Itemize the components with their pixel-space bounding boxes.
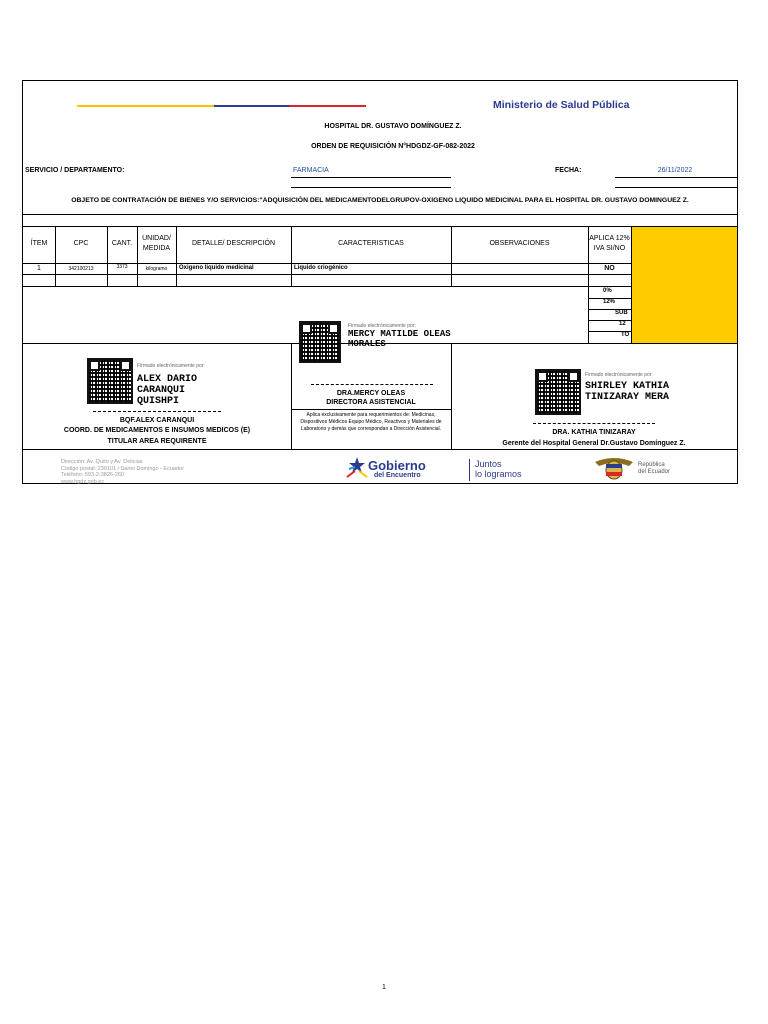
total-12: 12% [603, 299, 616, 305]
row-unit: kilogramo [145, 266, 168, 272]
right-name: DRA. KATHIA TINIZARAY [552, 429, 636, 436]
order-title: ORDEN DE REQUISICIÓN N°HDGDZ-GF-082-2022 [311, 143, 475, 150]
center-name: DRA.MERCY OLEAS [336, 390, 406, 397]
row-cpc: 342100213 [68, 266, 94, 272]
total-total: TO [621, 332, 630, 338]
ecuador-coat-of-arms-icon [593, 456, 635, 480]
republic-1: República [638, 462, 665, 468]
center-signer-name: MERCY MATILDE OLEAS MORALES [348, 329, 451, 349]
object-text: OBJETO DE CONTRATACIÓN DE BIENES Y/O SERVICIOS:"ADQUISICIÓN DEL MEDICAMENTODELGRUPOV-OXIGENO LIQUIDO MEDICINAL PARA EL HOSPITAL DR. GUSTAVO DOMINGUEZ Z. [71, 197, 689, 204]
flag-line-yellow [77, 105, 214, 107]
row-item: 1 [37, 265, 41, 272]
slogan-1: Juntos [475, 459, 502, 469]
date-value: 26/11/2022 [657, 167, 693, 174]
gov-name-1: Gobierno [368, 458, 426, 473]
center-note: Aplica exclusivamente para requerimientos de: Medicinas, Dispositivos Médicos Equipo Médico, Reactivos y Materiales de Laboratorio y demás que correspondan a Dirección Asistencial. [300, 412, 442, 432]
footer-address-3: Teléfono: 593-2-3826-260 [61, 472, 124, 478]
left-signer-1: ALEX DARIO [137, 374, 198, 385]
header-iva-1: APLICA 12% [589, 235, 630, 242]
header-cpc: CPC [73, 240, 89, 247]
right-signed-caption: Firmado electrónicamente por: [585, 372, 653, 378]
gov-name-2: del Encuentro [374, 472, 421, 479]
row-iva: NO [604, 265, 615, 272]
page-number: 1 [382, 984, 386, 991]
qr-code-left [87, 358, 133, 404]
slogan-2: lo logramos [475, 469, 522, 479]
service-label: SERVICIO / DEPARTAMENTO: [25, 167, 125, 174]
left-name: BQF.ALEX CARANQUI [119, 417, 195, 424]
row-cant: 3373 [116, 264, 128, 270]
flag-line-red [289, 105, 366, 107]
header-unit-1: UNIDAD/ [142, 235, 171, 242]
republic-2: del Ecuador [638, 469, 671, 475]
total-sub: SUB [615, 310, 628, 316]
ministry-title: Ministerio de Salud Pública [493, 99, 630, 111]
header-cant: CANT. [111, 240, 133, 247]
requisition-form [22, 80, 738, 484]
left-signed-caption: Firmado electrónicamente por: [137, 363, 205, 369]
left-signer-2: CARANQUI [137, 385, 186, 396]
header-unit-2: MEDIDA [142, 245, 171, 252]
row-detail: Oxigeno liquido medicinal [179, 265, 254, 271]
hospital-name: HOSPITAL DR. GUSTAVO DOMÍNGUEZ Z. [324, 123, 462, 130]
flag-line-blue [214, 105, 289, 107]
total-iva: 12 [619, 321, 626, 327]
header-observations: OBSERVACIONES [489, 240, 550, 247]
center-signed-caption: Firmado electrónicamente por: [348, 323, 416, 329]
right-role: Gerente del Hospital General Dr.Gustavo Domínguez Z. [502, 440, 686, 447]
gobierno-logo-icon [345, 455, 369, 481]
header-iva-2: IVA SI/NO [593, 245, 626, 252]
footer-address-1: Dirección: Av. Quito y Av. Delicias [61, 459, 143, 465]
footer-address-2: Código postal: 230101 / Santo Domingo - Ecuador [61, 465, 184, 472]
qr-code-center [299, 321, 341, 363]
highlight-block [632, 227, 737, 343]
header-detail: DETALLE/ DESCRIPCIÓN [191, 240, 276, 247]
header-features: CARACTERISTICAS [338, 240, 404, 247]
total-0: 0% [603, 288, 612, 294]
right-signer-2: TINIZARAY MERA [585, 392, 670, 403]
service-value: FARMACIA [293, 167, 329, 174]
header-item: ÍTEM [30, 240, 48, 247]
right-signer-1: SHIRLEY KATHIA [585, 381, 670, 392]
center-role: DIRECTORA ASISTENCIAL [326, 399, 416, 406]
row-features: Liquido criogénico [294, 265, 348, 271]
qr-code-right [535, 369, 581, 415]
left-signer-3: QUISHPI [137, 396, 180, 407]
left-role-1: COORD. DE MEDICAMENTOS E INSUMOS MEDICOS (E) [63, 427, 251, 434]
footer-address [61, 459, 184, 485]
date-label: FECHA: [555, 167, 582, 174]
footer-address-4: www.hgdz.gob.ec [61, 478, 105, 485]
left-role-2: TITULAR AREA REQUIRENTE [107, 438, 207, 445]
